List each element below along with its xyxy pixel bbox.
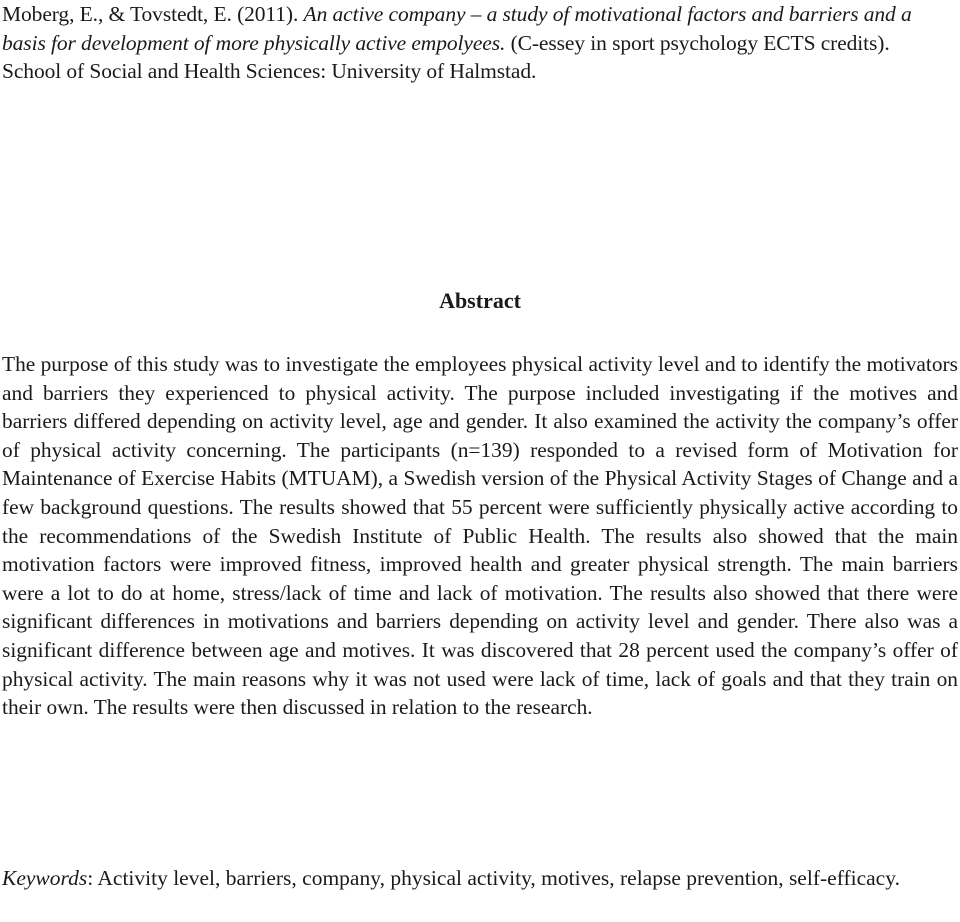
abstract-body: The purpose of this study was to investigate the employees physical activity level and to identify the motivators and barriers they experienced to physical activity. The purpose included investigating if the motives and barriers differed depending on activity level, age and gender. It also examined the activity the company’s offer of physical activity concerning. The participants (n=139) responded to a revised form of Motivation for Maintenance of Exercise Habits (MTUAM), a Swedish version of the Physical Activity Stages of Change and a few background questions. The results showed that 55 percent were sufficiently physically active according to the recommendations of the Swedish Institute of Public Health. The results also showed that the main motivation factors were improved fitness, improved health and greater physical strength. The main barriers were a lot to do at home, stress/lack of time and lack of motivation. The results also showed that there were significant differences in motivations and barriers depending on activity level and gender. There also was a significant difference between age and motives. It was discovered that 28 percent used the company’s offer of physical activity. The main reasons why it was not used were lack of time, lack of goals and that they train on their own. The results were then discussed in relation to the research. (2, 352, 958, 720)
keywords (2, 864, 952, 894)
keywords-text: Activity level, barriers, company, physical activity, motives, relapse prevention, self-efficacy. (97, 866, 900, 890)
citation-title: An active company – a study of motivational factors and barriers and a basis for development of more physically active empolyees. (2, 2, 912, 55)
keywords-label: Keywords (2, 866, 88, 890)
citation-authors: Moberg, E., & Tovstedt, E. (2011). (2, 2, 304, 26)
keywords-separator: : (87, 866, 98, 890)
citation (2, 0, 952, 86)
abstract-heading: Abstract (439, 288, 521, 313)
citation-details: (C-essey in sport psychology ECTS credits). School of Social and Health Sciences: University of Halmstad. (2, 30, 890, 84)
